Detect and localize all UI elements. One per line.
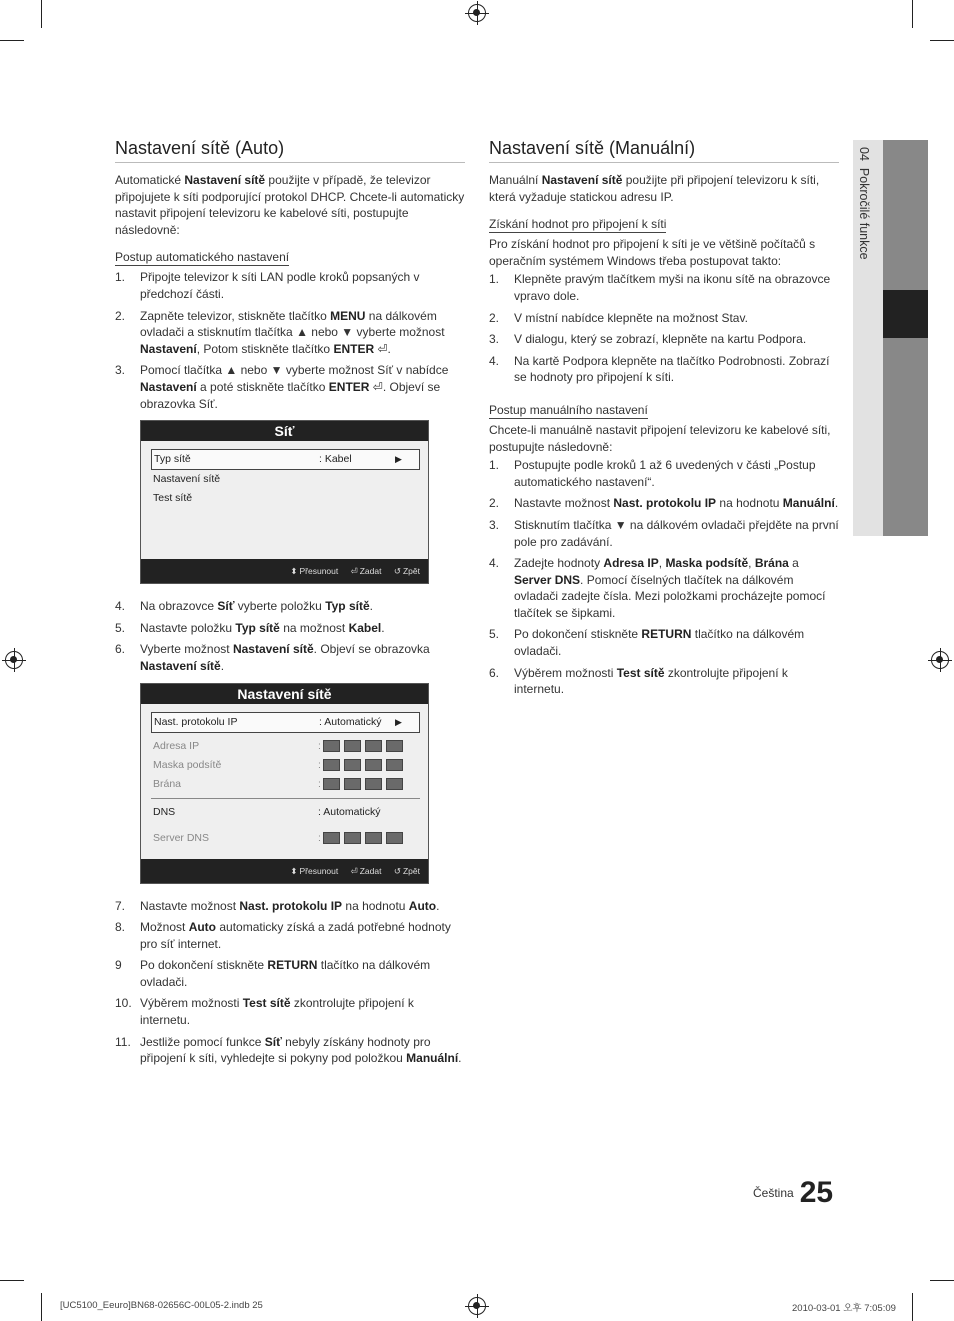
step-number: 3. [489, 517, 500, 532]
step-text: na hodnotu [342, 898, 409, 913]
enter-icon: ⏎ [350, 566, 358, 577]
step-text: . [436, 898, 440, 913]
osd-row-dns-server: Server DNS : [151, 829, 420, 848]
emphasis-text: ENTER [328, 379, 370, 394]
emphasis-text: RETURN [641, 627, 692, 642]
emphasis-text: Test sítě [242, 996, 291, 1011]
step-number: 1. [489, 458, 500, 473]
osd-row-network-setup[interactable]: Nastavení sítě [153, 473, 221, 486]
steps-list [489, 457, 839, 698]
divider [151, 798, 420, 799]
crop-mark [912, 1293, 913, 1321]
steps-list [115, 898, 465, 1067]
step-text: Vyberte možnost [140, 642, 233, 657]
emphasis-text: Typ sítě [235, 620, 280, 635]
section-title: Nastavení sítě (Manuální) [489, 138, 839, 163]
osd-row-gateway: Brána : [151, 775, 420, 794]
print-date: 2010-03-01 오후 7:05:09 [792, 1303, 896, 1314]
step-number: 6. [489, 665, 500, 680]
step-text: . [369, 599, 373, 614]
ip-fields [323, 778, 407, 797]
step-number: 7. [115, 898, 126, 913]
emphasis-text: Nastavení sítě [232, 642, 314, 657]
list-item [489, 517, 839, 550]
osd-network-screen [140, 420, 429, 584]
crop-mark [912, 0, 913, 28]
step-text: a poté stiskněte tlačítko [196, 379, 329, 394]
emphasis-text: Nast. protokolu IP [239, 898, 343, 913]
intro-paragraph: Manuální Nastavení sítě použijte při připojení televizoru k síti, která vyžaduje statickou adresu IP. [489, 173, 820, 204]
step-text: Pomocí tlačítka ▲ nebo ▼ vyberte možnost Síť v nabídce [140, 363, 449, 378]
step-number: 1. [115, 270, 126, 285]
step-number: 4. [115, 599, 126, 614]
list-item [489, 626, 839, 659]
list-item [489, 555, 839, 621]
list-item [489, 665, 839, 698]
steps-list [489, 271, 839, 386]
step-text: tlačítko na dálkovém ovladači. [514, 627, 805, 659]
emphasis-text: Auto [408, 898, 437, 913]
step-number: 2. [489, 310, 500, 325]
step-text: Možnost [140, 920, 189, 935]
step-text: . [381, 620, 385, 635]
step-text: tlačítko na dálkovém ovladači. [140, 958, 431, 989]
step-number: 9 [115, 958, 122, 973]
step-text: . [834, 496, 839, 511]
step-text: automaticky získá a zadá potřebné hodnoty pro síť internet. [140, 920, 451, 951]
crop-mark [41, 0, 42, 28]
step-number: 4. [489, 353, 500, 368]
list-item [115, 898, 465, 915]
list-item [489, 495, 839, 512]
step-number: 1. [489, 272, 500, 287]
step-number: 2. [115, 308, 126, 323]
step-number: 6. [115, 642, 126, 657]
list-item [489, 457, 839, 490]
emphasis-text: Nastavení [140, 379, 197, 394]
osd-network-settings-screen [140, 683, 429, 884]
registration-mark-icon [468, 1297, 486, 1315]
step-number: 11. [115, 1034, 131, 1049]
list-item [115, 957, 465, 990]
osd-row-network-type[interactable]: Typ sítě : Kabel ▶ [151, 449, 420, 470]
list-item [115, 269, 465, 302]
intro-paragraph: Automatické Nastavení sítě použijte v případě, že televizor připojujete k síti podporující protokol DHCP. Chcete-li automaticky nastavit připojení televizoru ke kabelové síti, postupujte následovně: [115, 173, 465, 237]
osd-footer: ⬍ Přesunout ⏎ Zadat ↺ Zpět [141, 559, 428, 583]
crop-mark [41, 1293, 42, 1321]
list-item [115, 362, 465, 412]
emphasis-text: Adresa IP [603, 556, 659, 571]
step-text: Po dokončení stiskněte [514, 627, 642, 642]
section-title: Nastavení sítě (Auto) [115, 138, 465, 163]
step-text: ⏎. [374, 341, 391, 356]
step-text: zkontrolujte připojení k internetu. [140, 996, 414, 1028]
return-icon: ↺ [393, 566, 401, 577]
step-text: Výběrem možnosti [140, 996, 243, 1011]
emphasis-text: Typ sítě [325, 599, 370, 614]
step-text: , Potom stiskněte tlačítko [196, 341, 334, 356]
step-text: , [748, 556, 755, 571]
step-text: , [658, 556, 666, 571]
step-text: . [220, 658, 225, 673]
emphasis-text: MENU [330, 308, 366, 323]
list-item [115, 598, 465, 615]
emphasis-text: Síť [217, 599, 235, 614]
step-number: 5. [115, 620, 126, 635]
step-text: Po dokončení stiskněte [140, 958, 268, 973]
step-text: Výběrem možnosti [514, 665, 617, 680]
step-text: Nastavte položku [140, 620, 236, 635]
move-icon: ⬍ [290, 865, 298, 876]
list-item [489, 271, 839, 304]
ip-fields [323, 832, 407, 851]
list-item [115, 641, 465, 674]
osd-title: Síť [141, 421, 428, 441]
osd-row-subnet-mask: Maska podsítě : [151, 756, 420, 775]
step-text: Nastavte možnost [140, 898, 240, 913]
page-num: 25 [799, 1176, 834, 1209]
list-item [489, 353, 839, 386]
crop-mark [930, 40, 954, 41]
paragraph: Chcete-li manuálně nastavit připojení televizoru ke kabelové síti, postupujte následovně: [489, 422, 831, 454]
steps-list [115, 598, 465, 674]
emphasis-text: Manuální [406, 1051, 459, 1066]
subheading: Postup automatického nastavení [115, 250, 290, 265]
step-number: 8. [115, 920, 126, 935]
step-number: 10. [115, 996, 132, 1011]
chapter-side-tab [853, 140, 928, 536]
registration-mark-icon [468, 4, 486, 22]
steps-list [115, 269, 465, 412]
emphasis-text: Server DNS [514, 572, 581, 587]
emphasis-text: Maska podsítě [665, 556, 749, 571]
step-text: Zadejte hodnoty [514, 556, 604, 571]
chapter-label: 04 Pokročilé funkce [857, 147, 871, 260]
list-item [115, 1034, 465, 1067]
step-text: . Pomocí číselných tlačítek na dálkovém ovladači zadejte čísla. Mezi položkami procházejte pomocí tlačítek se šipkami. [514, 572, 826, 620]
crop-mark [930, 1280, 954, 1281]
right-column [489, 138, 839, 703]
step-number: 5. [489, 627, 500, 642]
osd-row-ip-address: Adresa IP : [151, 737, 420, 756]
emphasis-text: Síť [264, 1034, 282, 1049]
paragraph: Pro získání hodnot pro připojení k síti je ve většině počítačů s operačním systémem Windows třeba postupovat takto: [489, 237, 816, 268]
osd-row-ip-protocol[interactable]: Nast. protokolu IP : Automatický ▶ [151, 712, 420, 733]
step-number: 4. [489, 556, 500, 571]
step-text: Postupujte podle kroků 1 až 6 uvedených v části „Postup automatického nastavení“. [514, 458, 816, 489]
emphasis-text: Auto [188, 920, 217, 935]
page-number [753, 1176, 833, 1210]
move-icon: ⬍ [290, 566, 298, 577]
osd-title: Nastavení sítě [141, 684, 428, 704]
step-number: 3. [489, 332, 500, 347]
osd-footer: ⬍ Přesunout ⏎ Zadat ↺ Zpět [141, 859, 428, 883]
step-text: Klepněte pravým tlačítkem myši na ikonu sítě na obrazovce vpravo dole. [514, 272, 831, 303]
step-text: na hodnotu [716, 496, 783, 511]
step-text: a [788, 556, 799, 571]
registration-mark-icon [5, 651, 23, 669]
print-slug: [UC5100_Eeuro]BN68-02656C-00L05-2.indb 25 [60, 1300, 263, 1311]
step-text: . Objeví se obrazovka [313, 642, 430, 657]
list-item [115, 919, 465, 952]
step-text: Na kartě Podpora klepněte na tlačítko Podrobnosti. Zobrazí se hodnoty pro připojení k síti. [514, 353, 830, 385]
step-text: Stisknutím tlačítka ▼ na dálkovém ovladači přejděte na první pole pro zadávání. [514, 517, 839, 549]
list-item [115, 620, 465, 637]
step-number: 2. [489, 496, 500, 511]
subheading: Získání hodnot pro připojení k síti [489, 217, 667, 232]
list-item [115, 995, 465, 1028]
step-text: na dálkovém ovladači a stisknutím tlačítka ▲ nebo ▼ vyberte možnost [140, 308, 445, 340]
arrow-right-icon: ▶ [395, 454, 402, 465]
step-text: Nastavte možnost [514, 496, 614, 511]
language-label: Čeština [753, 1186, 794, 1200]
step-text: zkontrolujte připojení k internetu. [514, 665, 788, 697]
osd-row-dns[interactable]: DNS : Automatický [153, 805, 381, 818]
list-item [489, 331, 839, 348]
emphasis-text: ENTER [333, 341, 375, 356]
left-column [115, 138, 465, 1072]
step-text: . [458, 1051, 462, 1066]
list-item [489, 310, 839, 327]
emphasis-text: Kabel [348, 620, 382, 635]
enter-icon: ⏎ [350, 865, 358, 876]
step-text: vyberte položku [234, 599, 326, 614]
step-text: V dialogu, který se zobrazí, klepněte na kartu Podpora. [514, 332, 807, 347]
crop-mark [0, 1280, 24, 1281]
registration-mark-icon [931, 651, 949, 669]
step-text: nebyly získány hodnoty pro připojení k síti, vyhledejte si pokyny pod položkou [140, 1034, 431, 1066]
subheading: Postup manuálního nastavení [489, 402, 648, 417]
chapter-marker [883, 290, 928, 338]
crop-mark [0, 40, 24, 41]
step-text: na možnost [279, 620, 349, 635]
list-item [115, 308, 465, 358]
emphasis-text: Manuální [782, 496, 835, 511]
emphasis-text: Nastavení [140, 341, 197, 356]
return-icon: ↺ [393, 865, 401, 876]
emphasis-text: Nast. protokolu IP [613, 496, 717, 511]
emphasis-text: Nastavení sítě [140, 658, 221, 673]
step-text: Jestliže pomocí funkce [140, 1034, 265, 1049]
step-number: 3. [115, 363, 126, 378]
step-text: Připojte televizor k síti LAN podle kroků popsaných v předchozí části. [140, 270, 420, 301]
emphasis-text: RETURN [267, 958, 318, 973]
step-text: Zapněte televizor, stiskněte tlačítko [140, 308, 331, 323]
emphasis-text: Brána [754, 556, 789, 571]
step-text: ⏎. Objeví se obrazovka Síť. [140, 379, 441, 411]
osd-row-network-test[interactable]: Test sítě [153, 492, 193, 505]
step-text: V místní nabídce klepněte na možnost Stav. [514, 310, 748, 325]
arrow-right-icon: ▶ [395, 716, 402, 727]
emphasis-text: Test sítě [616, 665, 665, 680]
step-text: Na obrazovce [140, 599, 218, 614]
